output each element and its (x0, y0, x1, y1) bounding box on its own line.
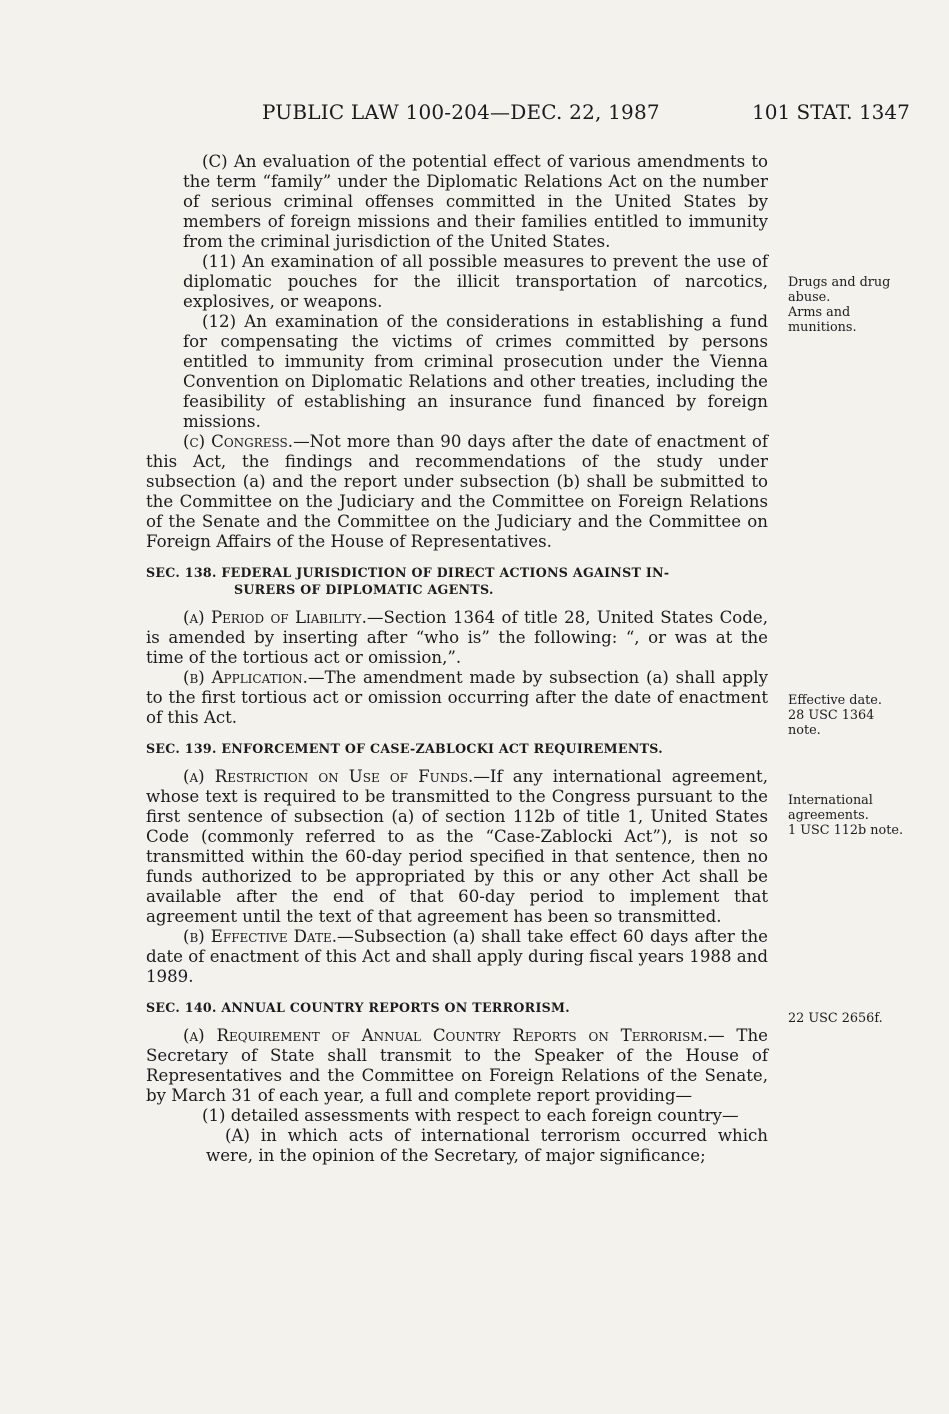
body-text (146, 152, 768, 1166)
section-heading-line: SEC. 138. FEDERAL JURISDICTION OF DIRECT ACTIONS AGAINST IN- (146, 565, 670, 580)
paragraph-12: (12) An examination of the considerations in establishing a fund for compensating the victims of crimes committed by persons entitled to immunity from criminal prosecution under the Vienna Convention on Diplomatic Relations and other treaties, including the feasibility of establishing an insurance fund financed by foreign missions. (183, 312, 768, 431)
margin-note-line: Effective date. (788, 693, 882, 708)
margin-note-line: note. (788, 723, 821, 738)
margin-note-drugs (788, 275, 890, 335)
subsection-label: (b) Effective Date. (183, 927, 337, 946)
subsection-label: (c) Congress. (183, 432, 294, 451)
subsection-label: (a) Period of Liability. (183, 608, 367, 627)
paragraph-c-evaluation: (C) An evaluation of the potential effect of various amendments to the term “family” under the Diplomatic Relations Act on the number of serious criminal offenses committed in the United States by members of foreign missions and their families entitled to immunity from the criminal jurisdiction of the United States. (183, 152, 768, 251)
margin-note-22-usc: 22 USC 2656f. (788, 1011, 883, 1026)
subsection-label: (a) Restriction on Use of Funds. (183, 767, 474, 786)
running-header-stat: 101 STAT. 1347 (752, 100, 910, 124)
subsection-text: —If any international agreement, whose text is required to be transmitted to the Congress pursuant to the first sentence of subsection (a) of section 112b of title 1, United States Code (commonly referred to as the “Case-Zablocki Act”), is not so transmitted within the 60-day period specified in that sentence, then no funds authorized to be appropriated by this or any other Act shall be available after the end of that 60-day period to implement that agreement until the text of that agreement has been so transmitted. (146, 767, 768, 926)
margin-note-line: 1 USC 112b note. (788, 823, 904, 838)
margin-note-line: Arms and (788, 305, 851, 320)
subsection-text: —The amendment made by subsection (a) shall apply to the first tortious act or omission occurring after the date of enactment of this Act. (146, 668, 768, 727)
subsection-140a (146, 1026, 768, 1106)
subsection-139b (146, 927, 768, 987)
margin-note-line: munitions. (788, 320, 857, 335)
running-header-title: PUBLIC LAW 100-204—DEC. 22, 1987 (262, 100, 660, 124)
paragraph-11: (11) An examination of all possible measures to prevent the use of diplomatic pouches for the illicit transportation of narcotics, explosives, or weapons. (183, 252, 768, 311)
subsection-139a (146, 767, 768, 927)
subsection-label: (b) Application. (183, 668, 308, 687)
subsection-138a (146, 608, 768, 668)
subsection-138b (146, 668, 768, 728)
margin-note-line: Drugs and drug (788, 275, 891, 290)
subsection-text: —Subsection (a) shall take effect 60 days after the date of enactment of this Act and shall apply during fiscal years 1988 and 1989. (146, 927, 769, 986)
margin-note-line: 28 USC 1364 (788, 708, 875, 723)
section-139-heading: SEC. 139. ENFORCEMENT OF CASE-ZABLOCKI ACT REQUIREMENTS. (146, 741, 663, 756)
subsection-text: —Not more than 90 days after the date of enactment of this Act, the findings and recommendations of the study under subsection (a) and the report under subsection (b) shall be submitted to the Committee on the Judiciary and the Committee on Foreign Relations of the Senate and the Committee on the Judiciary and the Committee on Foreign Affairs of the House of Representatives. (146, 432, 769, 551)
margin-note-line: International (788, 793, 873, 808)
paragraph-140a-1-A: (A) in which acts of international terrorism occurred which were, in the opinion of the Secretary, of major significance; (206, 1126, 768, 1165)
paragraph-140a-1: (1) detailed assessments with respect to each foreign country— (202, 1106, 739, 1125)
section-heading-line: SURERS OF DIPLOMATIC AGENTS. (234, 582, 494, 597)
margin-note-line: abuse. (788, 290, 831, 305)
section-138-heading (146, 564, 768, 598)
margin-note-international (788, 793, 903, 838)
margin-note-line: agreements. (788, 808, 869, 823)
subsection-text: —Section 1364 of title 28, United States Code, is amended by inserting after “who is” the following: “, or was at the time of the tortious act or omission,”. (146, 608, 768, 667)
subsection-c-congress (146, 432, 768, 552)
margin-note-effective-date (788, 693, 882, 738)
subsection-label: (a) Requirement of Annual Country Reports on Terrorism. (183, 1026, 708, 1045)
section-140-heading: SEC. 140. ANNUAL COUNTRY REPORTS ON TERRORISM. (146, 1000, 570, 1015)
subsection-text: — The Secretary of State shall transmit to the Speaker of the House of Representatives and the Committee on Foreign Relations of the Senate, by March 31 of each year, a full and complete report providing— (146, 1026, 768, 1105)
